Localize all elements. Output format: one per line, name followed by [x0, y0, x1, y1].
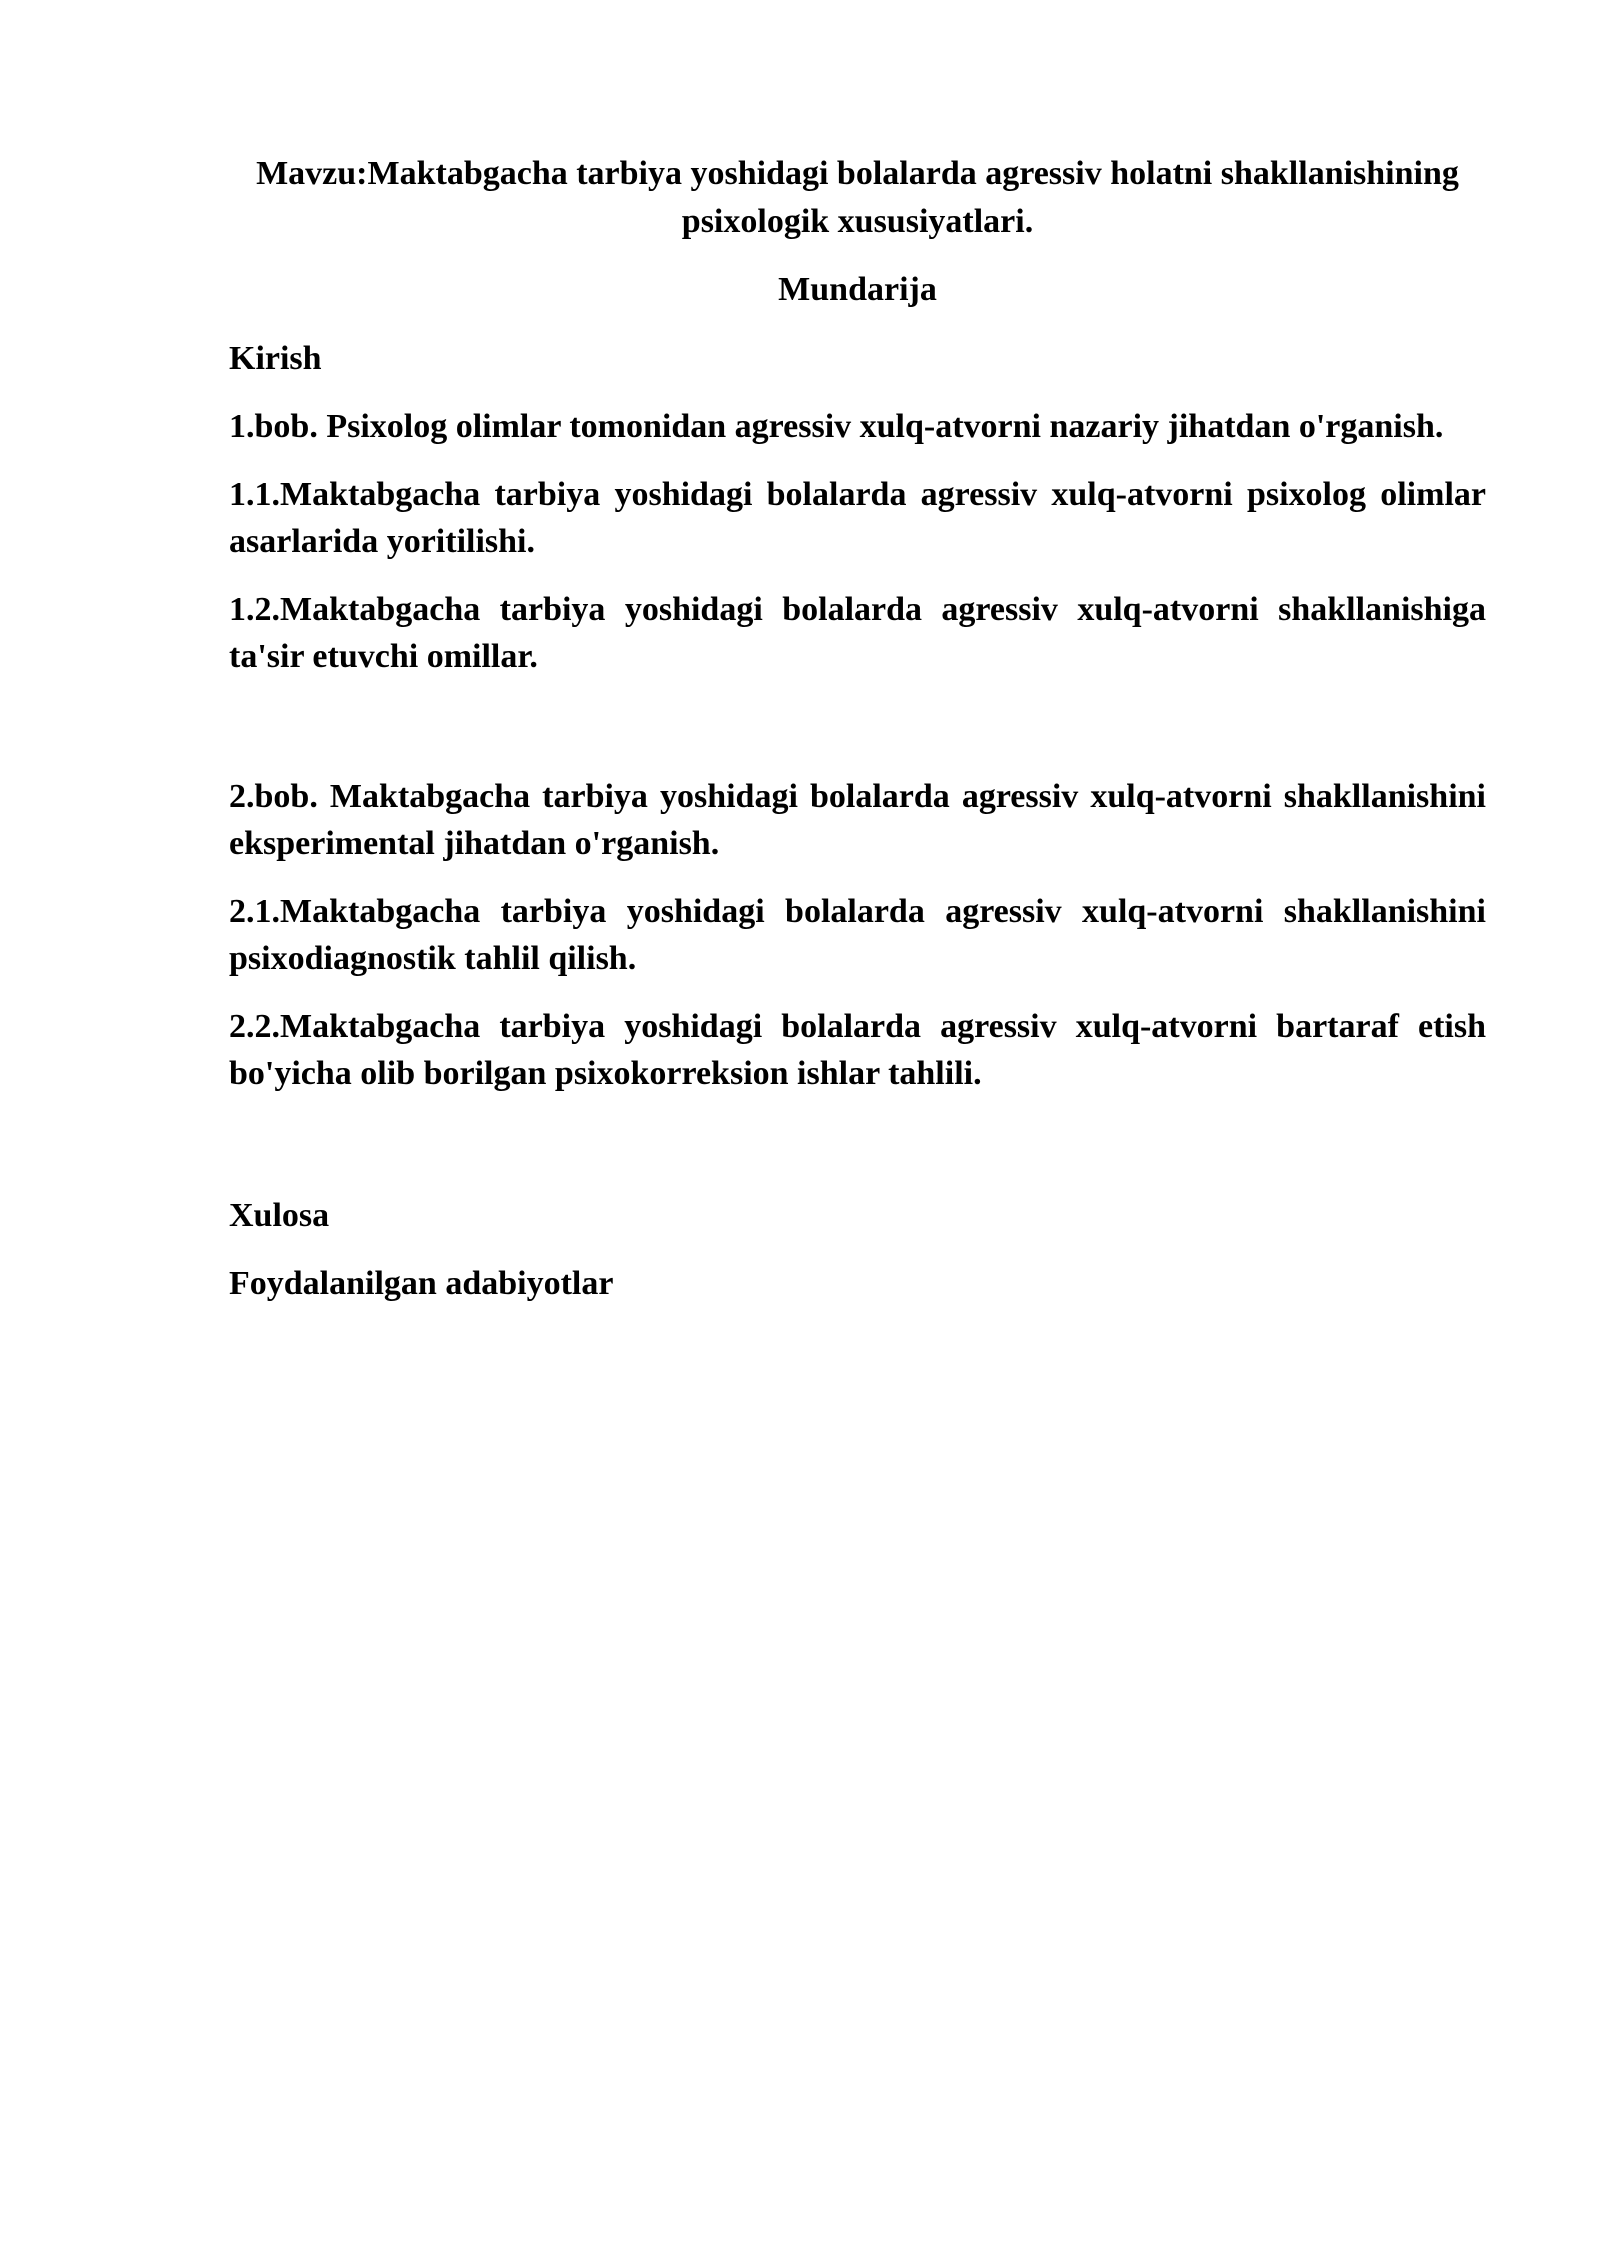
toc-entry-chapter-1: 1.bob. Psixolog olimlar tomonidan agressiv xulq-atvorni nazariy jihatdan o'rganish.	[229, 408, 1444, 445]
toc-entry-references: Foydalanilgan adabiyotlar	[229, 1265, 614, 1302]
toc-entry-section-2-2: 2.2.Maktabgacha tarbiya yoshidagi bolalarda agressiv xulq-atvorni bartaraf etish bo'yicha olib borilgan psixokorreksion ishlar tahlili.	[229, 1008, 1486, 1092]
toc-heading: Mundarija	[778, 271, 937, 308]
toc-entry-section-1-2: 1.2.Maktabgacha tarbiya yoshidagi bolalarda agressiv xulq-atvorni shakllanishiga ta'sir etuvchi omillar.	[229, 591, 1486, 675]
toc-entry-conclusion: Xulosa	[229, 1197, 330, 1234]
document-content	[229, 150, 1486, 1307]
document-title: Mavzu:Maktabgacha tarbiya yoshidagi bolalarda agressiv holatni shakllanishining psixologik xususiyatlari.	[256, 155, 1459, 240]
toc-entry-section-2-1: 2.1.Maktabgacha tarbiya yoshidagi bolalarda agressiv xulq-atvorni shakllanishini psixodiagnostik tahlil qilish.	[229, 893, 1486, 977]
toc-entry-section-1-1: 1.1.Maktabgacha tarbiya yoshidagi bolalarda agressiv xulq-atvorni psixolog olimlar asarlarida yoritilishi.	[229, 476, 1486, 560]
toc-entry-introduction: Kirish	[229, 340, 322, 377]
toc-entry-chapter-2: 2.bob. Maktabgacha tarbiya yoshidagi bolalarda agressiv xulq-atvorni shakllanishini eksperimental jihatdan o'rganish.	[229, 778, 1486, 862]
